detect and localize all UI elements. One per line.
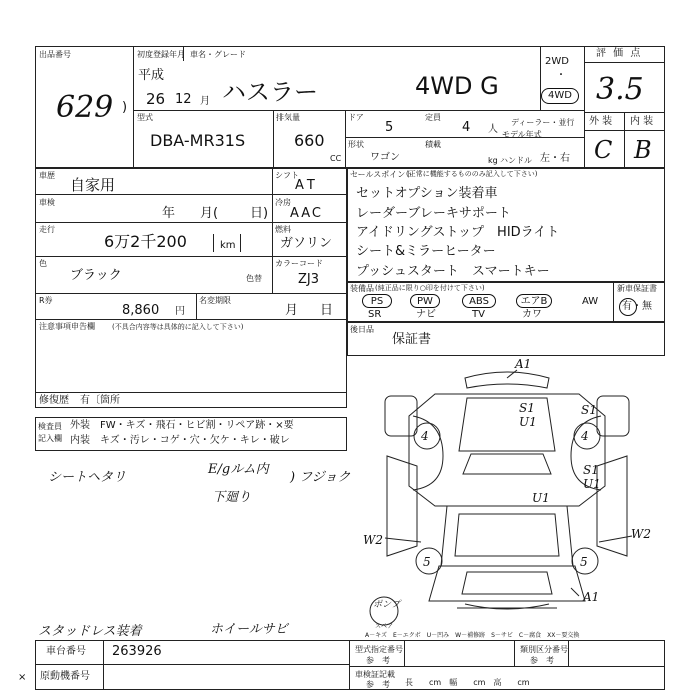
repair-value: 有〔箇所 bbox=[80, 395, 120, 406]
grade: 4WD G bbox=[415, 72, 499, 100]
chassis-label: 車台番号 bbox=[46, 646, 86, 657]
car-name-label: 車名・グレード bbox=[190, 50, 246, 59]
size-ref: 参 考 bbox=[366, 680, 390, 689]
insurance-day: 日 bbox=[320, 303, 334, 318]
exterior-label: 外 装 bbox=[589, 116, 613, 127]
exterior-grade: C bbox=[594, 136, 613, 164]
mark-a1-front: A1 bbox=[515, 357, 532, 371]
size-row: 長 cm 幅 cm 高 cm bbox=[405, 678, 530, 687]
legend-label-2: 記入欄 bbox=[38, 434, 62, 443]
notes-small: (不具合内容等は具体的に記入して下さい) bbox=[112, 323, 244, 331]
note-corrosion: ) フジョク bbox=[290, 470, 351, 485]
yen-unit: 円 bbox=[175, 306, 185, 317]
details-block bbox=[35, 168, 347, 408]
color-change-label: 色替 bbox=[246, 274, 262, 283]
equip-aw: AW bbox=[582, 296, 599, 307]
month-unit: 月 bbox=[200, 96, 210, 107]
cross-mark: × bbox=[18, 672, 27, 683]
class-ref: 参 考 bbox=[530, 656, 554, 665]
mark-a1-rear: A1 bbox=[583, 590, 600, 604]
mark-u1-roof: U1 bbox=[532, 491, 550, 505]
model-spec-ref: 参 考 bbox=[366, 656, 390, 665]
capacity-label: 定員 bbox=[425, 113, 441, 122]
shape-label: 形状 bbox=[348, 140, 364, 149]
equip-sr: SR bbox=[368, 309, 382, 320]
recycle-label: R券 bbox=[39, 296, 53, 305]
fuel: ガソリン bbox=[280, 236, 333, 251]
class-label: 類別区分番号 bbox=[520, 645, 568, 654]
equipment-label: 装備品 bbox=[350, 284, 374, 293]
inspection-label: 車検 bbox=[39, 198, 55, 207]
interior-label: 内 装 bbox=[630, 116, 654, 127]
drive-dot: ・ bbox=[556, 70, 566, 81]
new-car-label: 新車保証書 bbox=[617, 284, 657, 293]
shape: ワゴン bbox=[370, 152, 400, 163]
insurance-label: 名変期限 bbox=[199, 296, 231, 305]
legend-row-2: 内装 キズ・汚レ・コゲ・穴・欠ケ・キレ・破レ bbox=[70, 435, 290, 446]
cc-unit: CC bbox=[330, 154, 342, 163]
doors: 5 bbox=[385, 120, 394, 135]
equip-abs: ABS bbox=[462, 294, 496, 308]
interior-grade: B bbox=[634, 136, 652, 164]
color: ブラック bbox=[70, 268, 122, 283]
mark-4-left: 4 bbox=[421, 429, 429, 443]
dealer-label: ディーラー・並行 bbox=[511, 118, 575, 127]
history-label: 車歴 bbox=[39, 171, 55, 180]
chassis-number: 263926 bbox=[112, 644, 162, 659]
color-code: ZJ3 bbox=[298, 272, 320, 287]
capacity: 4 bbox=[462, 120, 471, 135]
engine-label: 原動機番号 bbox=[40, 671, 90, 682]
mileage-label: 走行 bbox=[39, 225, 55, 234]
equipment-small: (純正品に限り○印を付けて下さい) bbox=[375, 284, 485, 292]
spare-label: スペア bbox=[375, 623, 394, 630]
equip-leather: カワ bbox=[522, 309, 542, 320]
equip-pw: PW bbox=[410, 294, 440, 308]
mark-5-left: 5 bbox=[423, 555, 431, 569]
drive-2wd: 2WD bbox=[545, 56, 569, 67]
mark-w2-right: W2 bbox=[631, 527, 651, 541]
note-wheel-rust: ホイールサビ bbox=[210, 622, 288, 637]
model: DBA-MR31S bbox=[150, 131, 246, 150]
kg-unit: kg bbox=[488, 156, 498, 165]
km-unit: km bbox=[220, 240, 236, 251]
inspection-year: 年 bbox=[162, 206, 176, 221]
mark-5-right: 5 bbox=[580, 555, 588, 569]
sales-points-small: (正常に機能するもののみ記入して下さい) bbox=[406, 170, 538, 178]
displacement: 660 bbox=[294, 131, 325, 150]
shift-label: シフト bbox=[275, 171, 299, 180]
reg-year: 26 bbox=[146, 90, 166, 108]
legend-label-1: 検査員 bbox=[38, 422, 62, 431]
note-engine-room: E/gルム内 bbox=[208, 462, 269, 477]
sales-points-label: セールスポイント bbox=[350, 170, 414, 179]
mark-s1-rdoor: S1 bbox=[583, 463, 599, 477]
history: 自家用 bbox=[70, 176, 116, 194]
inspection-month: 月( bbox=[200, 206, 219, 221]
equip-navi: ナビ bbox=[416, 309, 436, 320]
sales-line-1: セットオプション装着車 bbox=[356, 186, 498, 201]
lot-number: 629 bbox=[56, 90, 114, 125]
inspection-day: 日) bbox=[250, 206, 269, 221]
new-car-circle bbox=[619, 298, 637, 316]
model-spec-label: 型式指定番号 bbox=[355, 645, 403, 654]
equip-tv: TV bbox=[472, 309, 485, 320]
mark-s1-right: S1 bbox=[581, 403, 597, 417]
lot-paren: ) bbox=[122, 100, 128, 115]
car-name: ハスラー bbox=[222, 78, 318, 106]
handle: 左・右 bbox=[540, 153, 570, 164]
insurance-month: 月 bbox=[285, 303, 299, 318]
size-label: 車検証記載 bbox=[355, 670, 395, 679]
displacement-label: 排気量 bbox=[276, 113, 300, 122]
score: 3.5 bbox=[596, 72, 644, 107]
sales-line-2: レーダーブレーキサポート bbox=[356, 206, 511, 221]
sales-line-4: シート&ミラーヒーター bbox=[356, 244, 496, 259]
mark-4-right: 4 bbox=[581, 429, 589, 443]
sheet-top-block bbox=[35, 46, 665, 168]
mark-u1-hood: U1 bbox=[519, 415, 537, 429]
model-label: 型式 bbox=[137, 113, 153, 122]
spare-mark: ポンプ bbox=[373, 600, 401, 610]
color-code-label: カラーコード bbox=[275, 259, 323, 268]
reg-month: 12 bbox=[175, 92, 192, 107]
ac: AAC bbox=[290, 206, 323, 221]
load-label: 積載 bbox=[425, 140, 441, 149]
note-studless: スタッドレス装着 bbox=[38, 624, 142, 639]
notes-label: 注意事項申告欄 bbox=[39, 322, 95, 331]
note-seat: シートヘタリ bbox=[48, 470, 127, 485]
score-label: 評 価 点 bbox=[596, 48, 643, 59]
ac-label: 冷房 bbox=[275, 198, 291, 207]
sales-line-3: アイドリングストップ HIDライト bbox=[356, 225, 560, 240]
shift: AT bbox=[295, 178, 319, 193]
fuel-label: 燃料 bbox=[275, 225, 291, 234]
handle-label: ハンドル bbox=[500, 156, 532, 165]
drive-4wd-circled: 4WD bbox=[541, 88, 579, 104]
mark-u1-rdoor: U1 bbox=[583, 477, 601, 491]
recycle: 8,860 bbox=[122, 303, 160, 318]
car-damage-diagram bbox=[347, 356, 665, 638]
door-label: ドア bbox=[348, 113, 364, 122]
first-reg-label: 初度登録年月 bbox=[137, 50, 185, 59]
era: 平成 bbox=[138, 68, 165, 83]
mark-w2-left: W2 bbox=[363, 533, 383, 547]
color-label: 色 bbox=[39, 259, 47, 268]
note-underbody: 下廻り bbox=[212, 490, 252, 505]
lot-label: 出品番号 bbox=[39, 50, 71, 59]
person-unit: 人 bbox=[488, 124, 498, 135]
mark-s1-hood: S1 bbox=[519, 401, 535, 415]
equip-ps: PS bbox=[362, 294, 392, 308]
after-items-label: 後日品 bbox=[350, 325, 374, 334]
new-car-value: 有・無 bbox=[622, 301, 652, 312]
sales-line-5: プッシュスタート スマートキー bbox=[356, 264, 550, 279]
mileage: 6万2千200 bbox=[104, 232, 187, 251]
equip-airbag: エアB bbox=[516, 294, 552, 308]
after-items-value: 保証書 bbox=[392, 332, 432, 347]
repair-label: 修復歴 bbox=[39, 395, 69, 406]
legend-row-1: 外装 FW・キズ・飛石・ヒビ割・リペア跡・×要 bbox=[70, 420, 294, 431]
damage-legend: A－キズ E－エクボ U－凹み W－補修跡 S－サビ C－腐食 XX－要交換 bbox=[365, 632, 580, 638]
model-year-label: モデル年式 bbox=[502, 130, 542, 139]
